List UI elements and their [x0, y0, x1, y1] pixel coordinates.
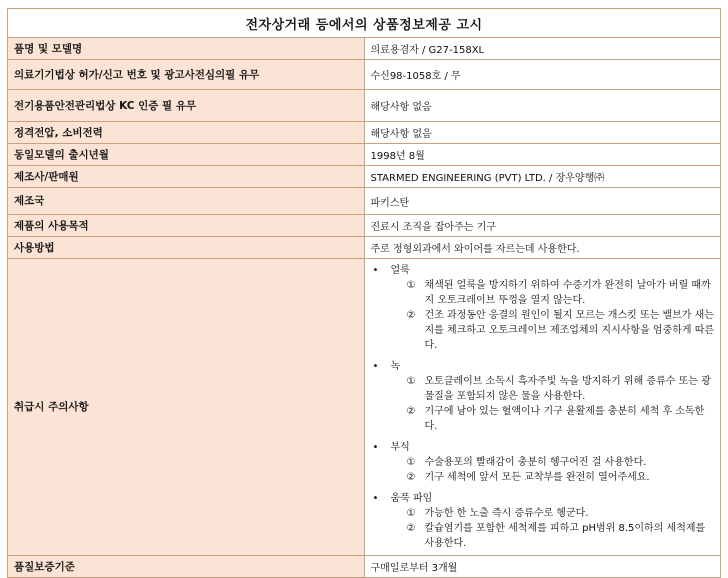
item-number: ① — [406, 280, 416, 291]
note-section — [371, 359, 717, 434]
table-row — [8, 90, 721, 122]
item-text: 기구 세척에 앞서 모든 교착부를 완전히 열어주세요. — [424, 472, 650, 483]
table-row — [8, 60, 721, 90]
warranty-key: 품질보증기준 — [8, 556, 365, 578]
note-section — [371, 263, 717, 353]
item-number: ② — [406, 472, 416, 483]
note-section — [371, 491, 717, 551]
table-row — [8, 122, 721, 144]
table-title: 전자상거래 등에서의 상품정보제공 고시 — [8, 9, 721, 38]
row-key: 정격전압, 소비전력 — [8, 122, 365, 144]
info-table — [7, 8, 721, 578]
row-value: 파키스탄 — [364, 188, 721, 215]
title-row — [8, 9, 721, 38]
row-value: 1998년 8월 — [364, 144, 721, 166]
bullet: • — [372, 265, 379, 276]
bullet: • — [372, 493, 379, 504]
bullet: • — [372, 361, 379, 372]
product-info-notice — [7, 8, 721, 578]
section-title: 부식 — [390, 442, 410, 453]
item-number: ① — [406, 457, 416, 468]
row-value: 진료시 조직을 잡아주는 기구 — [364, 215, 721, 237]
item-text: 건조 과정동안 응결의 원인이 될지 모르는 개스킷 또는 밸브가 새는지를 체크하고 오토크레이브 제조업체의 지시사항을 엄중하게 따른다. — [424, 310, 715, 351]
item-text: 가능한 한 노출 즉시 증류수로 헹군다. — [424, 508, 589, 519]
table-row — [8, 144, 721, 166]
row-key: 의료기기법상 허가/신고 번호 및 광고사전심의필 유무 — [8, 60, 365, 90]
warranty-value: 구매일로부터 3개월 — [364, 556, 721, 578]
row-key: 제품의 사용목적 — [8, 215, 365, 237]
item-number: ① — [406, 508, 416, 519]
row-value: 의료용겸자 / G27-158XL — [364, 38, 721, 60]
row-value: 해당사항 없음 — [364, 122, 721, 144]
row-key: 제조국 — [8, 188, 365, 215]
section-title: 녹 — [390, 361, 401, 372]
item-number: ② — [406, 406, 416, 417]
handling-key: 취급시 주의사항 — [8, 259, 365, 556]
row-value: 주로 정형외과에서 와이어를 자르는데 사용한다. — [364, 237, 721, 259]
item-text: 기구에 남아 있는 혈액이나 기구 윤활제를 충분히 세척 후 소독한다. — [424, 406, 705, 432]
table-row — [8, 38, 721, 60]
row-key: 품명 및 모델명 — [8, 38, 365, 60]
row-value: 해당사항 없음 — [364, 90, 721, 122]
row-key: 전기용품안전관리법상 KC 인증 필 유무 — [8, 90, 365, 122]
handling-row — [8, 259, 721, 556]
bullet: • — [372, 442, 379, 453]
table-row — [8, 556, 721, 578]
item-text: 채색된 얼룩을 방지하기 위하여 수증기가 완전히 날아가 버릴 때까지 오토크레이브 뚜껑을 열지 않는다. — [424, 280, 711, 306]
note-section — [371, 440, 717, 485]
item-number: ① — [406, 376, 416, 387]
row-value: STARMED ENGINEERING (PVT) LTD. / 장우양행㈜ — [364, 166, 721, 188]
table-row — [8, 166, 721, 188]
section-title: 얼룩 — [390, 265, 410, 276]
row-key: 동일모델의 출시년월 — [8, 144, 365, 166]
item-text: 칼슘염기를 포함한 세척제를 피하고 pH범위 8.5이하의 세척제를 사용한다. — [424, 523, 706, 549]
row-key: 사용방법 — [8, 237, 365, 259]
item-text: 오토클레이브 소독시 흑자주빛 녹을 방지하기 위해 증류수 또는 광물질을 포함되지 않은 물을 사용한다. — [424, 376, 711, 402]
row-key: 제조사/판매원 — [8, 166, 365, 188]
item-text: 수술용포의 빨래감이 충분히 헹구어진 걸 사용한다. — [424, 457, 647, 468]
table-row — [8, 188, 721, 215]
item-number: ② — [406, 310, 416, 321]
table-row — [8, 215, 721, 237]
section-title: 움푹 파임 — [390, 493, 433, 504]
item-number: ② — [406, 523, 416, 534]
handling-notes — [364, 259, 721, 556]
row-value: 수신98-1058호 / 무 — [364, 60, 721, 90]
table-row — [8, 237, 721, 259]
